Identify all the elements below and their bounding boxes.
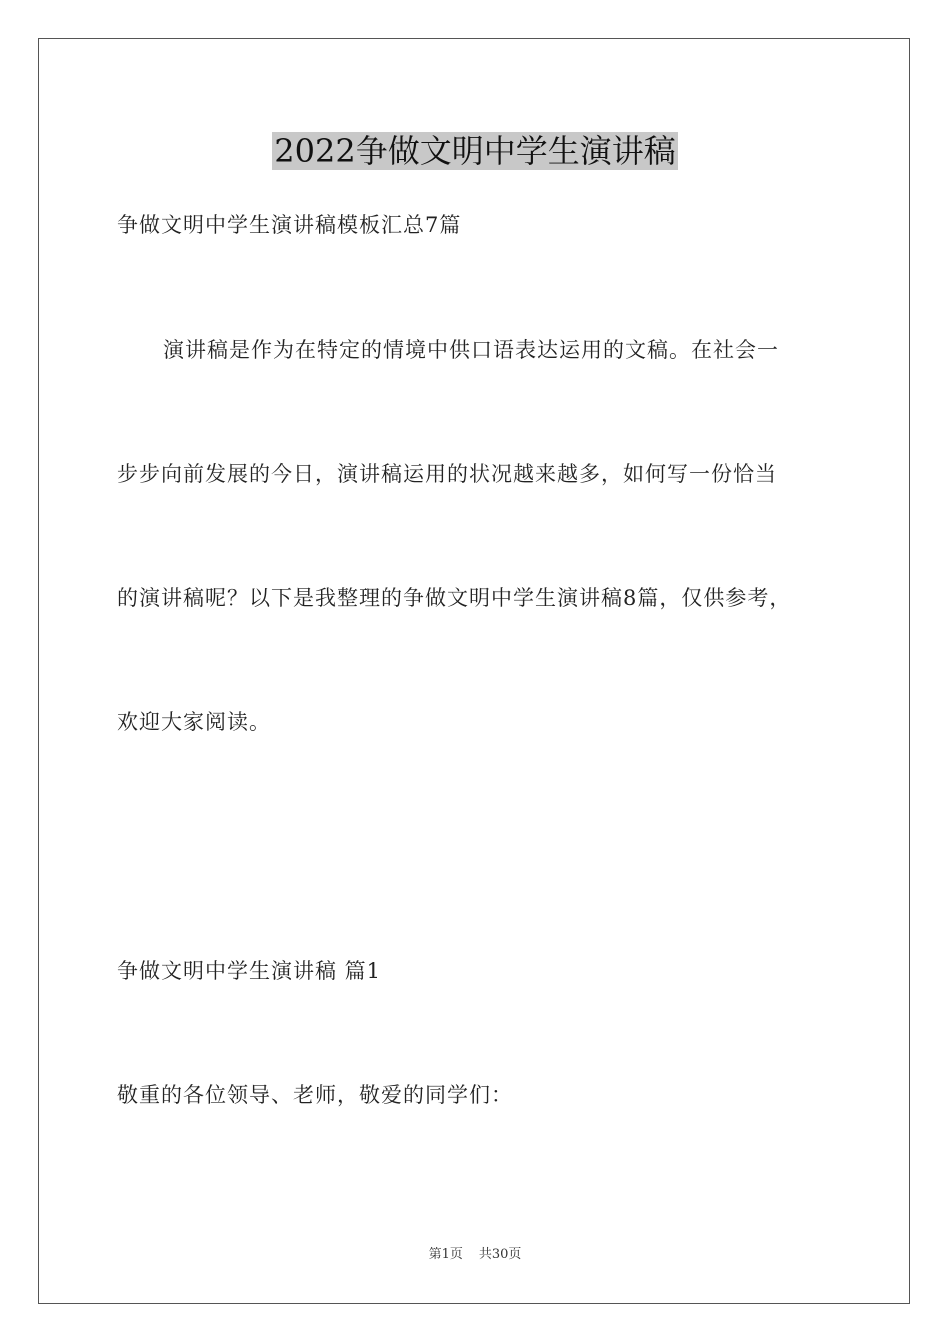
- page-footer: [0, 1246, 950, 1264]
- page-total: 共30页: [478, 1247, 522, 1262]
- section-heading: 争做文明中学生演讲稿 篇1: [117, 959, 382, 983]
- title-text: 2022争做文明中学生演讲稿: [274, 132, 676, 170]
- intro-line: 的演讲稿呢？以下是我整理的争做文明中学生演讲稿8篇，仅供参考，: [117, 586, 792, 610]
- page-number: 第1页: [428, 1247, 463, 1262]
- salutation: 敬重的各位领导、老师，敬爱的同学们：: [117, 1083, 513, 1107]
- intro-line: 欢迎大家阅读。: [117, 710, 271, 734]
- intro-line: 步步向前发展的今日，演讲稿运用的状况越来越多，如何写一份恰当: [117, 462, 777, 486]
- intro-line: 演讲稿是作为在特定的情境中供口语表达运用的文稿。在社会一: [163, 338, 779, 362]
- document-subtitle: 争做文明中学生演讲稿模板汇总7篇: [117, 213, 462, 237]
- document-title: [0, 128, 950, 174]
